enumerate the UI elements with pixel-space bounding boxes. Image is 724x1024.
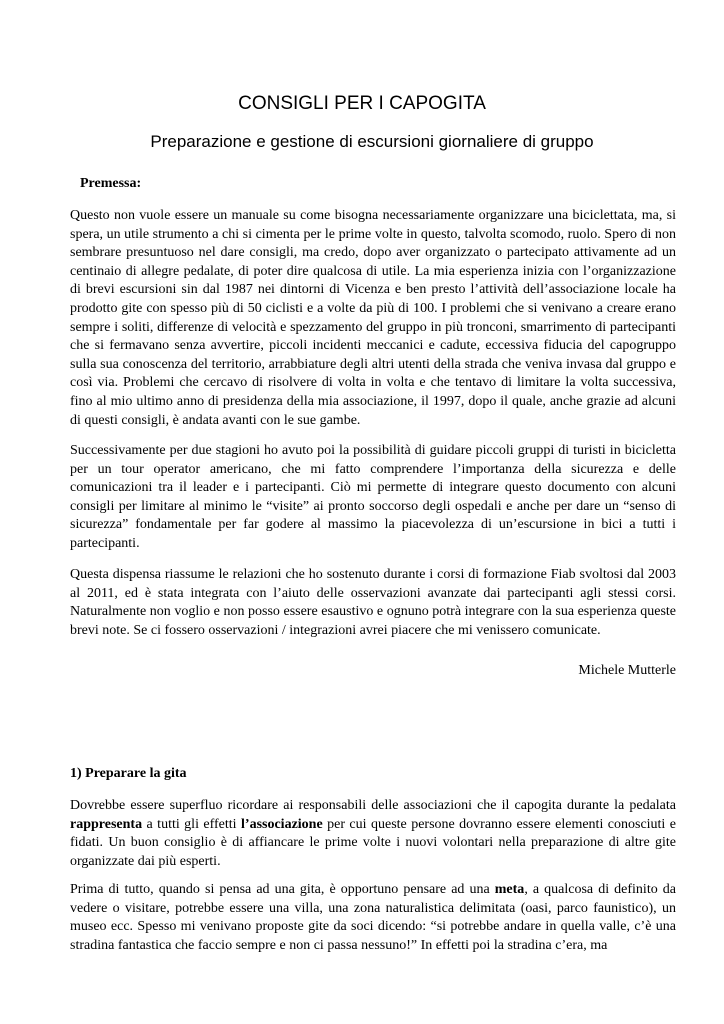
section-1-heading: 1) Preparare la gita xyxy=(70,766,187,781)
premessa-paragraph-1: Questo non vuole essere un manuale su come bisogna necessariamente organizzare una biciclettata, ma, si spera, un utile strumento a chi si cimenta per le prime volte in questo, talvolta scomodo, ruolo. Spero di non sembrare presuntuoso nel dare consigli, ma credo, dopo aver organizzato o partecipato attivamente ad un centinaio di allegre pedalate, di poter dire qualcosa di utile. La mia esperienza inizia con l’organizzazione di brevi escursioni sin dal 1987 nei dintorni di Vicenza e ben presto l’attività dell’associazione locale ha prodotto gite con spesso più di 50 ciclisti e a volte da più di 100. I problemi che si venivano a creare erano sempre i soliti, differenze di velocità e spezzamento del gruppo in più tronconi, smarrimento di partecipanti che si fermavano senza avvertire, piccoli incidenti meccanici e cadute, eccessiva fiducia del capogruppo sulla sua conoscenza del territorio, arrabbiature degli altri utenti della strada che veniva invasa dal gruppo e così via. Problemi che cercavo di risolvere di volta in volta e che tentavo di limitare la volta successiva, fino al mio ultimo anno di presidenza della mia associazione, il 1997, dopo il quale, anche grazie ad alcuni di questi consigli, è andata avanti con le sue gambe. xyxy=(70,208,676,428)
document-subtitle: Preparazione e gestione di escursioni giornaliere di gruppo xyxy=(150,132,594,151)
bold-associazione: l’associazione xyxy=(241,816,323,832)
bold-meta: meta xyxy=(494,882,525,897)
bold-rappresenta: rappresenta xyxy=(70,816,143,832)
document-title: CONSIGLI PER I CAPOGITA xyxy=(238,93,486,114)
premessa-heading: Premessa: xyxy=(80,176,142,191)
author-signature: Michele Mutterle xyxy=(578,663,676,678)
premessa-paragraph-3: Questa dispensa riassume le relazioni che ho sostenuto durante i corsi di formazione Fiab svoltosi dal 2003 al 2011, ed è stata integrata con l’aiuto delle osservazioni avanzate dai partecipanti agli stessi corsi. Naturalmente non voglio e non posso essere esaustivo e ognuno potrà integrare con la sua esperienza queste brevi note. Se ci fossero osservazioni / integrazioni avrei piacere che mi venissero comunicate. xyxy=(70,567,676,638)
premessa-paragraph-2: Successivamente per due stagioni ho avuto poi la possibilità di guidare piccoli gruppi di turisti in bicicletta per un tour operator americano, che mi fatto comprendere l’importanza della sicurezza e delle comunicazioni tra il leader e i partecipanti. Ciò mi permette di integrare questo documento con alcuni consigli per limitare al minimo le “visite” ai pronto soccorso degli ospedali e anche per dare un “senso di sicurezza” fondamentale per far godere al massimo la piacevolezza di un’escursione in bici a tutti i partecipanti. xyxy=(70,443,676,551)
section-1-paragraph-1: Dovrebbe essere superfluo ricordare ai responsabili delle associazioni che il capogita durante la pedalata rappresenta a tutti gli effetti l’associazione per cui queste persone dovranno essere elementi conosciuti e fidati. Un buon consiglio è di affiancare le prime volte i nuovi volontari nella preparazione di altre gite organizzate dai più esperti. xyxy=(70,798,676,869)
section-1-paragraph-2: Prima di tutto, quando si pensa ad una gita, è opportuno pensare ad una meta, a qualcosa di definito da vedere o visitare, potrebbe essere una villa, una zona naturalistica delimitata (oasi, parco faunistico), un museo ecc. Spesso mi venivano proposte gite da soci dicendo: “si potrebbe andare in quella valle, c’è una stradina fantastica che faccio sempre e non ci passa nessuno!” In effetti poi la stradina c’era, ma xyxy=(70,882,676,953)
